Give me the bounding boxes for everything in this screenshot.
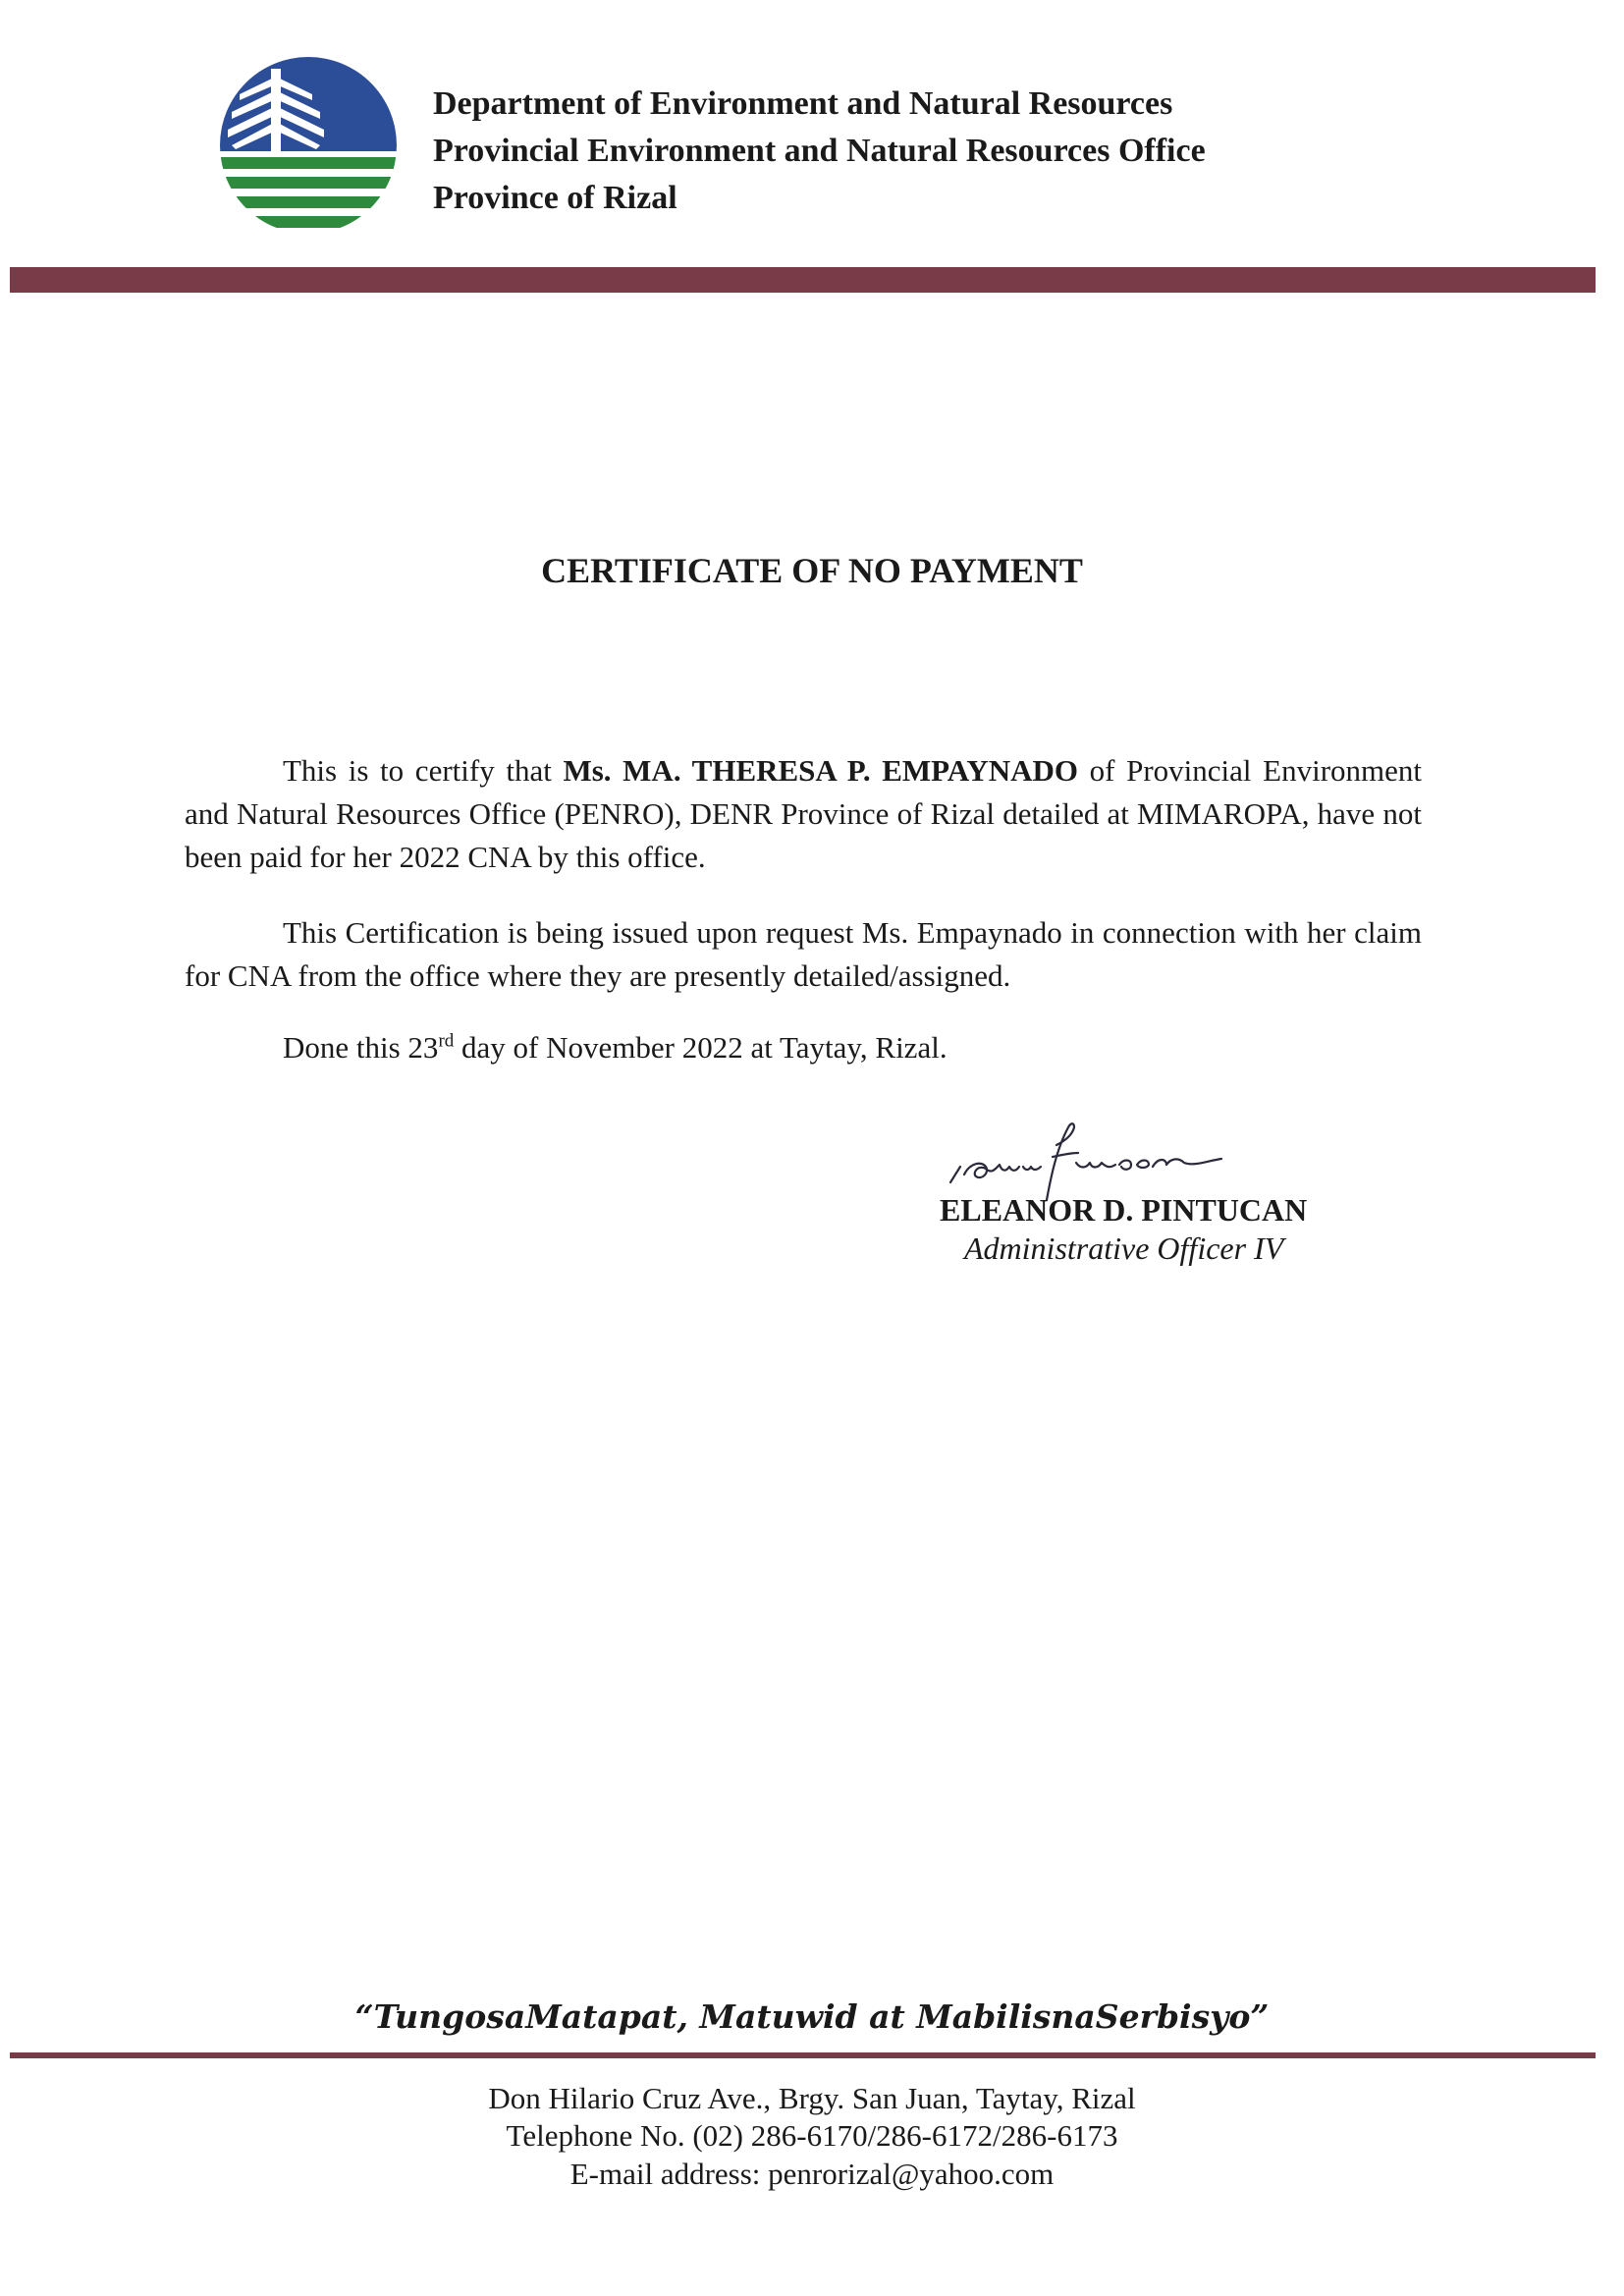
certify-intro: This is to certify that: [283, 753, 552, 788]
employee-name: Ms. MA. THERESA P. EMPAYNADO: [563, 753, 1078, 788]
document-title: CERTIFICATE OF NO PAYMENT: [541, 551, 1083, 590]
date-before: Done this 23: [283, 1030, 439, 1065]
header-office: Provincial Environment and Natural Resources Office: [433, 133, 1206, 169]
header-divider: [10, 267, 1596, 293]
date-ordinal: rd: [438, 1030, 455, 1052]
date-paragraph: [185, 1026, 1422, 1069]
footer-motto: “TungosaMatapat, Matuwid at MabilisnaSerbisyo”: [354, 1997, 1270, 2036]
footer-divider: [10, 2052, 1596, 2058]
signatory-position: Administrative Officer IV: [964, 1230, 1284, 1266]
signatory-name: ELEANOR D. PINTUCAN: [940, 1192, 1308, 1228]
handwritten-signature: [943, 1110, 1267, 1203]
purpose-paragraph: This Certification is being issued upon request Ms. Empaynado in connection with her claim for CNA from the office where they are presently detailed/assigned.: [185, 915, 1422, 993]
header-department: Department of Environment and Natural Resources: [433, 85, 1173, 122]
date-after: day of November 2022 at Taytay, Rizal.: [461, 1030, 947, 1065]
footer-email: E-mail address: penrorizal@yahoo.com: [569, 2157, 1055, 2191]
header-province: Province of Rizal: [433, 180, 677, 216]
footer-telephone: Telephone No. (02) 286-6170/286-6172/286-6173: [506, 2118, 1118, 2153]
certify-details: of Provincial Environment and Natural Resources Office (PENRO), DENR Province of Rizal detailed at MIMAROPA, have not been paid for her 2022 CNA by this office.: [185, 753, 1422, 874]
certification-paragraph: [185, 749, 1422, 879]
footer-address: Don Hilario Cruz Ave., Brgy. San Juan, Taytay, Rizal: [488, 2081, 1136, 2115]
denr-logo-icon: [218, 55, 399, 236]
